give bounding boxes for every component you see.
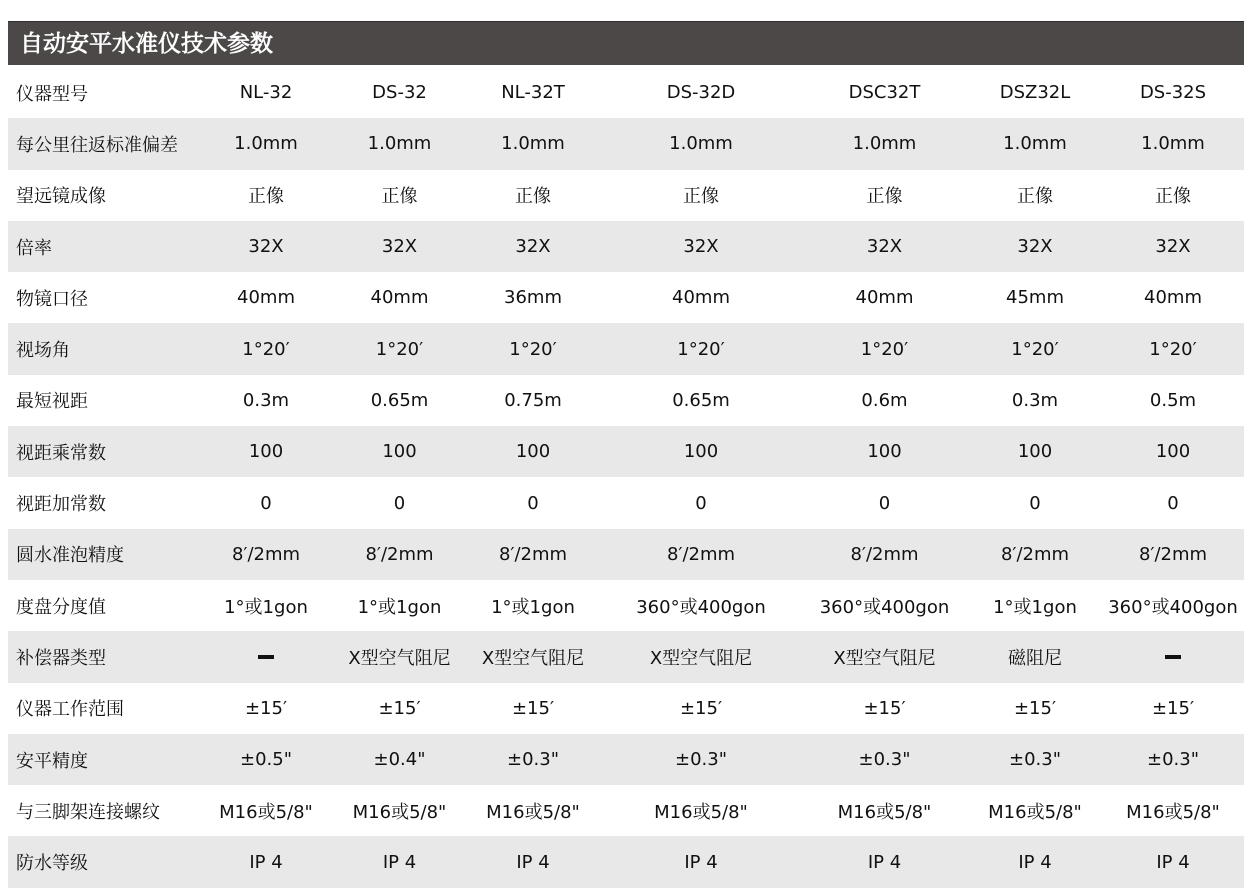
cell-value: 100	[1102, 426, 1244, 477]
row-label: 与三脚架连接螺纹	[16, 801, 160, 823]
table-row	[8, 580, 1244, 631]
dash-icon	[1165, 655, 1181, 659]
table-row	[8, 67, 1244, 118]
cell-value: 40mm	[855, 287, 914, 309]
cell-value: M16或5/8"	[352, 801, 447, 823]
cell-value: 0.65m	[672, 389, 730, 411]
cell-value: 正像	[248, 186, 284, 208]
cell-value: 8′/2mm	[465, 529, 601, 580]
cell-value: ±0.3"	[465, 734, 601, 785]
cell-value: 0.65m	[370, 389, 429, 411]
cell-value: 32X	[1102, 221, 1244, 272]
cell-value: X型空气阻尼	[601, 631, 801, 682]
cell-value: 40mm	[370, 287, 429, 309]
cell-value: IP 4	[601, 836, 801, 887]
cell-value: 0.6m	[861, 389, 908, 411]
cell-value	[1102, 631, 1244, 682]
table-row	[8, 477, 1244, 528]
table-row	[8, 734, 1244, 785]
cell-value: 100	[801, 426, 968, 477]
cell-value: DSC32T	[848, 82, 921, 104]
cell-value: 0	[260, 492, 272, 514]
cell-value: 0	[695, 492, 707, 514]
cell-value: M16或5/8"	[486, 801, 580, 823]
cell-value: 1.0mm	[1102, 118, 1244, 169]
table-row	[8, 785, 1244, 836]
cell-value: 32X	[465, 221, 601, 272]
row-label: 防水等级	[8, 836, 198, 887]
cell-value: IP 4	[465, 836, 601, 887]
cell-value: 32X	[801, 221, 968, 272]
cell-value: 100	[968, 426, 1102, 477]
cell-value: 8′/2mm	[1102, 529, 1244, 580]
cell-value: 正像	[866, 186, 903, 208]
cell-value: ±0.3"	[1102, 734, 1244, 785]
cell-value: 0	[527, 492, 539, 514]
cell-value: ±15′	[863, 697, 906, 719]
cell-value: 1.0mm	[801, 118, 968, 169]
cell-value: 8′/2mm	[601, 529, 801, 580]
cell-value: 正像	[1017, 186, 1053, 208]
cell-value: 1°20′	[1102, 323, 1244, 374]
table-row	[8, 118, 1244, 169]
row-label: 补偿器类型	[8, 631, 198, 682]
cell-value: M16或5/8"	[1126, 801, 1220, 823]
cell-value: 8′/2mm	[801, 529, 968, 580]
cell-value: 8′/2mm	[334, 529, 465, 580]
cell-value: 1°20′	[334, 323, 465, 374]
cell-value: 1°20′	[465, 323, 601, 374]
row-label: 度盘分度值	[16, 596, 106, 618]
cell-value: ±15′	[679, 697, 723, 719]
cell-value: DS-32D	[666, 82, 736, 104]
cell-value: ±0.5"	[198, 734, 334, 785]
cell-value: 32X	[601, 221, 801, 272]
cell-value: 正像	[683, 186, 719, 208]
cell-value: 1°20′	[198, 323, 334, 374]
cell-value: 0	[1029, 492, 1041, 514]
row-label: 仪器工作范围	[16, 699, 124, 721]
row-label: 倍率	[8, 221, 198, 272]
cell-value: 36mm	[504, 287, 562, 309]
cell-value: NL-32	[239, 82, 293, 104]
cell-value: ±15′	[1013, 697, 1057, 719]
cell-value: DS-32	[372, 82, 427, 104]
cell-value: 1.0mm	[465, 118, 601, 169]
cell-value: ±15′	[244, 697, 288, 719]
cell-value	[198, 631, 334, 682]
row-label: 视距乘常数	[8, 426, 198, 477]
cell-value: 32X	[334, 221, 465, 272]
cell-value: 45mm	[1006, 287, 1064, 309]
row-label: 每公里往返标准偏差	[8, 118, 198, 169]
cell-value: ±0.4"	[334, 734, 465, 785]
cell-value: M16或5/8"	[988, 801, 1082, 823]
cell-value: ±15′	[511, 697, 555, 719]
cell-value: 1°或1gon	[357, 596, 442, 618]
cell-value: 8′/2mm	[198, 529, 334, 580]
cell-value: 0	[878, 492, 891, 514]
cell-value: ±0.3"	[801, 734, 968, 785]
cell-value: X型空气阻尼	[334, 631, 465, 682]
row-label: 望远镜成像	[16, 186, 106, 208]
cell-value: X型空气阻尼	[801, 631, 968, 682]
row-label: 安平精度	[8, 734, 198, 785]
row-label: 视场角	[8, 323, 198, 374]
cell-value: 360°或400gon	[819, 596, 950, 618]
cell-value: 40mm	[672, 287, 730, 309]
cell-value: 32X	[968, 221, 1102, 272]
cell-value: 100	[601, 426, 801, 477]
cell-value: 0	[1167, 492, 1179, 514]
cell-value: 0.75m	[504, 389, 562, 411]
cell-value: 1°20′	[968, 323, 1102, 374]
table-row	[8, 375, 1244, 426]
cell-value: 1°或1gon	[224, 596, 308, 618]
cell-value: 1.0mm	[198, 118, 334, 169]
spec-table	[8, 67, 1244, 888]
table-row	[8, 631, 1244, 682]
cell-value: NL-32T	[501, 82, 565, 104]
table-row	[8, 529, 1244, 580]
row-label: 仪器型号	[16, 83, 88, 105]
cell-value: 1°或1gon	[993, 596, 1077, 618]
cell-value: 0.3m	[242, 389, 290, 411]
cell-value: 8′/2mm	[968, 529, 1102, 580]
cell-value: IP 4	[801, 836, 968, 887]
cell-value: IP 4	[334, 836, 465, 887]
table-row	[8, 272, 1244, 323]
cell-value: 正像	[381, 186, 418, 208]
table-title: 自动安平水准仪技术参数	[8, 21, 1244, 65]
table-row	[8, 426, 1244, 477]
row-label: 物镜口径	[16, 288, 88, 310]
row-label: 视距加常数	[16, 494, 106, 516]
cell-value: 磁阻尼	[968, 631, 1102, 682]
cell-value: 40mm	[237, 287, 295, 309]
cell-value: 100	[465, 426, 601, 477]
cell-value: 1.0mm	[968, 118, 1102, 169]
cell-value: 0.3m	[1011, 389, 1059, 411]
cell-value: DS-32S	[1139, 82, 1207, 104]
cell-value: 正像	[515, 186, 551, 208]
cell-value: 0	[393, 492, 406, 514]
cell-value: 32X	[198, 221, 334, 272]
cell-value: DSZ32L	[999, 82, 1071, 104]
cell-value: M16或5/8"	[654, 801, 748, 823]
cell-value: M16或5/8"	[219, 801, 313, 823]
cell-value: 360°或400gon	[636, 596, 766, 618]
cell-value: 正像	[1155, 186, 1191, 208]
cell-value: 1.0mm	[334, 118, 465, 169]
cell-value: 1°20′	[801, 323, 968, 374]
cell-value: ±15′	[1151, 697, 1195, 719]
cell-value: 100	[198, 426, 334, 477]
table-row	[8, 323, 1244, 374]
cell-value: 0.5m	[1149, 389, 1197, 411]
cell-value: ±15′	[378, 697, 421, 719]
cell-value: 40mm	[1144, 287, 1202, 309]
cell-value: IP 4	[1102, 836, 1244, 887]
cell-value: ±0.3"	[968, 734, 1102, 785]
cell-value: 1°20′	[601, 323, 801, 374]
dash-icon	[258, 655, 274, 659]
cell-value: X型空气阻尼	[465, 631, 601, 682]
cell-value: M16或5/8"	[837, 801, 932, 823]
cell-value: IP 4	[968, 836, 1102, 887]
table-row	[8, 683, 1244, 734]
cell-value: 1°或1gon	[491, 596, 575, 618]
cell-value: IP 4	[198, 836, 334, 887]
table-row	[8, 170, 1244, 221]
cell-value: ±0.3"	[601, 734, 801, 785]
table-row	[8, 221, 1244, 272]
cell-value: 100	[334, 426, 465, 477]
table-row	[8, 836, 1244, 887]
row-label: 最短视距	[16, 391, 88, 413]
cell-value: 1.0mm	[601, 118, 801, 169]
cell-value: 360°或400gon	[1108, 596, 1238, 618]
row-label: 圆水准泡精度	[8, 529, 198, 580]
